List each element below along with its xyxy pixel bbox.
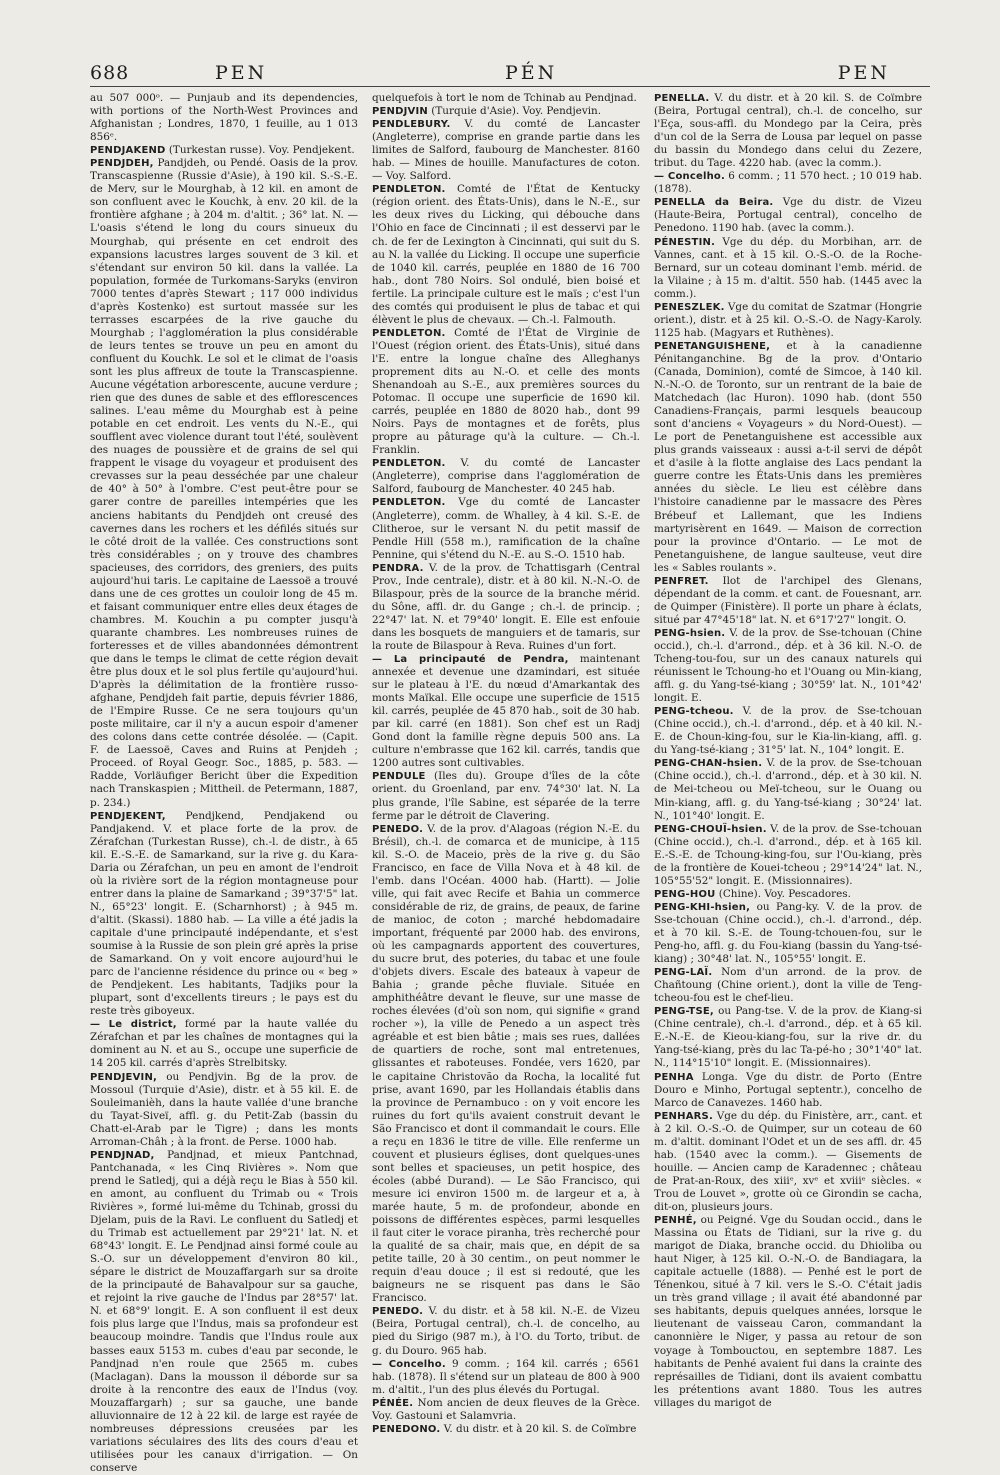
page-header [90,62,930,92]
dictionary-entry [654,575,922,627]
entry-headword: PENG-CHAN-hsien. [654,758,763,770]
dictionary-entry [90,92,358,144]
dictionary-entry [654,1214,922,1410]
dictionary-entry [654,340,922,575]
entry-headword: PENDLETON. [372,458,446,470]
entry-text: V. de la prov. de Sse-tchouan (Chine occid.), ch.-l. d'arrond., dép. et à 30 kil. N. de Mei-tcheou ou Meï-tcheou, sur le Ouang ou Min-kiang, affl. g. du Yang-tsé-kiang ; 30°24' lat. N., 101°40' longit. E. [654,757,922,822]
header-rule [90,86,930,87]
column-2 [372,92,640,1435]
entry-text: (Iles du). Groupe d'îles de la côte orient. du Groenland, par env. 74°30' lat. N. La plus grande, l'île Sabine, est séparée de la terre ferme par le détroit de Clavering. [372,770,640,822]
entry-headword: PENFRET. [654,575,709,587]
dictionary-entry [372,327,640,457]
entry-headword: PENDJDEH, [90,158,154,170]
entry-headword: PENHÉ, [654,1215,697,1227]
entry-text: Vge du distr. de Vizeu (Haute-Beira, Portugal central), concelho de Penedono. 1190 hab. (avec la comm.). [654,196,922,235]
entry-text: Nom ancien de deux fleuves de la Grèce. Voy. Gastouni et Salamvria. [372,1396,640,1422]
entry-text: V. de la prov. de Sse-tchouan (Chine occid.), ch.-l. d'arrond., dép. et à 165 kil. E.-S.-E. de Tchoung-king-fou, sur l'Ou-kiang, près de la frontière de Kouei-tcheou ; 29°14'24" lat. N., 105°55'52" longit. E. (Missionnaires). [654,822,922,887]
entry-headword: PÉNÉE. [372,1397,414,1409]
entry-text: 6 comm. ; 11 570 hect. ; 10 019 hab. (1878). [654,170,922,196]
entry-headword: PENEDO. [372,1306,424,1318]
entry-text: 9 comm. ; 164 kil. carrés ; 6561 hab. (1878). Il s'étend sur un plateau de 800 à 900 m. d'altit., l'un des plus élevés du Portugal. [372,1357,640,1396]
entry-headword: PENG-hsien. [654,627,726,639]
dictionary-entry [90,144,358,157]
dictionary-entry [654,92,922,170]
entry-text: Pendjkend, Pendjakend ou Pandjakend. V. et place forte de la prov. de Zérafchan (Turkestan Russe), ch.-l. de distr., à 65 kil. E.-S.-E. de Samarkand, sur la rive g. du Kara-Daria ou Zérafchan, un peu en amont de l'endroit où la rivière sort de la région montagneuse pour entrer dans la plaine de Samarkand ; 39°37'5" lat. N., 65°23' longit. E. (Scharnhorst) ; à 945 m. d'altit. (Skassi). 1880 hab. — La ville a été jadis la capitale d'une principauté indépendante, et s'est soumise à la Russie de son plein gré après la prise de Samarkand. On y voit encore aujourd'hui le parc de l'ancienne résidence du prince ou « beg » de Pendjekent. Les habitants, Tadjiks pour la plupart, sont d'excellents tireurs ; le pays est du reste très giboyeux. [90,809,358,1018]
dictionary-entry [372,562,640,653]
dictionary-entry [654,901,922,966]
entry-headword: PENEDONO. [372,1423,441,1435]
page-number: 688 [90,62,130,84]
entry-headword: PENDJEKENT, [90,810,166,822]
entry-text: V. du comté de Lancaster (Angleterre), comprise en grande partie dans les limites de Salford, faubourg de Manchester. 8160 hab. — Mines de houille. Manufactures de coton. — Voy. Salford. [372,118,640,183]
dictionary-entry [654,196,922,235]
entry-headword: PENDLEBURY. [372,119,451,131]
dictionary-entry [654,1005,922,1070]
entry-headword: PENELLA da Beira. [654,197,774,209]
dictionary-entry [372,1305,640,1357]
dictionary-entry [654,1110,922,1214]
entry-text: Pandjdeh, ou Pendé. Oasis de la prov. Transcaspienne (Russie d'Asie), à 190 kil. S.-S.-E. de Merv, sur le Mourghab, à 12 kil. en amont de son confluent avec le Kouchk, à env. 20 kil. de la frontière afghane ; à 204 m. d'altit. ; 36° lat. N. — L'oasis s'étend le long du cours sinueux du Mourghab, qui présente en cet endroit des expansions lacustres larges souvent de 3 kil. et s'étendant sur environ 50 kil. dans la vallée. La population, formée de Turkomans-Saryks (environ 7000 tentes d'après Stewart ; 117 000 individus d'après Kostenko) est surtout massée sur les terrasses escarpées de la rive gauche du Mourghab ; l'agglomération la plus considérable de leurs tentes se trouve un peu en amont du confluent du Kouchk. Le sol et le climat de l'oasis sont les plus affreux de toute la Transcaspienne. Aucune végétation arborescente, aucune verdure ; rien que des dunes de sable et des efflorescences salines. L'eau même du Mourghab est à peine potable en cet endroit. Les vents du N.-E., qui soufflent avec violence durant tout l'été, soulèvent des nuages de poussière et de grains de sel qui frappent le visage du voyageur et produisent des crevasses sur la peau desséchée par une chaleur de 40° à 50° à l'ombre. C'est peut-être pour se garer contre de pareilles intempéries que les anciens habitants du Pendjdeh ont creusé des cavernes dans les rochers et les défilés situés sur le côté droit de la vallée. Ces constructions sont très considérables ; on y trouve des chambres spacieuses, des corridors, des greniers, des puits aujourd'hui taris. Le capitaine de Laessoë a trouvé dans une de ces grottes un couloir long de 45 m. et faisant communiquer entre elles deux étages de chambres. M. Kouchin a pu compter jusqu'à quarante chambres. Les nombreuses ruines de forteresses et de villes abandonnées démontrent que dans le temps le climat de cette région devait être plus doux et le sol plus fertile qu'aujourd'hui. D'après la délimitation de la frontière russo-afghane, Pendjdeh fait partie, depuis février 1886, de l'Empire Russe. Ce ne sera toujours qu'un poste militaire, car il n'y a aucun espoir d'amener des colons dans cette contrée désolée. — (Capit. F. de Laessoë, Caves and Ruins at Penjdeh ; Proceed. of Royal Geogr. Soc., 1885, p. 583. — Radde, Vorläufiger Bericht über die Expedition nach Transkaspien ; Mittheil. de Petermann, 1887, p. 234.) [90,157,358,809]
entry-headword: — Concelho. [654,171,725,183]
entry-text: Longa. Vge du distr. de Porto (Entre Douro e Minho, Portugal septentr.), concelho de Marco de Canavezes. 1460 hab. [654,1070,923,1109]
entry-text: Vge du comitat de Szatmar (Hongrie orient.), distr. et à 25 kil. O.-S.-O. de Nagy-Karoly. 1125 hab. (Magyars et Ruthènes). [654,300,922,339]
dictionary-entry [654,170,922,196]
entry-headword: PENESZLEK. [654,301,725,313]
dictionary-entry [654,301,922,340]
header-center-word: PÉN [505,62,558,84]
entry-text: (Turquie d'Asie). Voy. Pendjevin. [431,105,602,118]
dictionary-entry [90,1149,358,1475]
entry-text: V. de la prov. d'Alagoas (région N.-E. du Brésil), ch.-l. de comarca et de municipe, à 115 kil. S.-O. de Maceio, près de la rive g. du São Francisco, en face de Villa Nova et à 48 kil. de l'emb. dans l'Océan. 4000 hab. (Hartt). — Jolie ville, qui fait avec Recife et Bahia un commerce considérable de riz, de grains, de peaux, de farine de manioc, de coton ; marché hebdomadaire important, fréquenté par 2000 hab. des environs, où les campagnards apportent des couvertures, du sucre brut, des poteries, du tabac et une foule d'objets divers. Escale des bateaux à vapeur de Bahia ; grande pêche fluviale. Située en amphithéâtre devant le fleuve, sur une masse de roches élevées (d'où son nom, qui signifie « grand rocher »), la ville de Penedo a un aspect très agréable et est bien bâtie ; mais ses rues, dallées de quartiers de roche, sont mal entretenues, glissantes et raboteuses. Fondée, vers 1620, par le capitaine Christovão da Rocha, la localité fut prise, avant 1690, par les Hollandais établis dans la province de Pernambuco : on y voit encore les ruines du fort qu'ils avaient construit devant le São Francisco et dont il commandait le cours. Elle a reçu en 1836 le titre de ville. Elle renferme un couvent et plusieurs églises, dont quelques-unes sont belles et spacieuses, un petit hospice, des écoles (abbé Durand). — Le São Francisco, qui mesure ici environ 1500 m. de largeur et a, à marée haute, 5 m. de profondeur, abonde en poissons de différentes espèces, parmi lesquelles il faut citer le vorace piranha, très recherché pour la qualité de sa chair, mais que, en dépit de sa petite taille, 20 à 30 centim., on peut nommer le requin d'eau douce ; il est si redouté, que les baigneurs ne se risquent pas dans le São Francisco. [372,822,640,1305]
entry-text: V. du distr. et à 20 kil. S. de Coïmbre [443,1422,637,1435]
entry-text: V. de la prov. de Sse-tchouan (Chine occid.), ch.-l. d'arrond., dép. et à 36 kil. N.-O. de Tcheng-tou-fou, sur un des canaux naturels qui réunissent le Tchoung-ho et l'Ouang ou Min-kiang, affl. g. du Yang-tsé-kiang ; 30°59' lat. N., 101°42' longit. E. [654,626,922,705]
entry-text: Vge du comté de Lancaster (Angleterre), comm. de Whalley, à 4 kil. S.-E. de Clitheroe, sur le versant N. du petit massif de Pendle Hill (558 m.), ramification de la chaîne Pennine, qui s'étend du N.-E. au S.-O. 1510 hab. [372,496,640,561]
entry-text: (Chine). Voy. Pescadores. [718,887,851,900]
entry-headword: PENG-TSE, [654,1006,714,1018]
entry-text: Ilot de l'archipel des Glenans, dépendant de la comm. et cant. de Fouesnant, arr. de Quimper (Finistère). Il porte un phare à éclats, situé par 47°45'18" lat. N. et 6°17'27" longit. O. [654,574,922,626]
entry-text: V. de la prov. de Tchattisgarh (Central Prov., Inde centrale), distr. et à 80 kil. N.-N.-O. de Bilaspour, près de la source de la branche mérid. du Sône, affl. dr. du Gange ; ch.-l. de princip. ; 22°47' lat. N. et 79°40' longit. E. Elle est enfouie dans les bosquets de manguiers et de tamaris, sur la route de Bilaspour à Reva. Ruines d'un fort. [372,561,640,652]
column-1 [90,92,358,1474]
dictionary-entry [654,888,922,901]
entry-text: Comté de l'État de Kentucky (région orient. des États-Unis), dans le N.-E., sur les deux rives du Licking, qui débouche dans l'Ohio en face de Cincinnati ; il est desservi par le ch. de fer de Lexington à Cincinnati, qui suit du S. au N. la vallée du Licking. Il occupe une superficie de 1040 kil. carrés, peuplée en 1880 de 16 700 hab., dont 780 Noirs. Sol ondulé, bien boisé et fertile. La principale culture est le maïs ; c'est l'un des comtés qui produisent le plus de tabac et qui élèvent le plus de chevaux. — Ch.-l. Falmouth. [372,183,640,326]
entry-text: et à la canadienne Pénitanganchine. Bg de la prov. d'Ontario (Canada, Dominion), comté de Simcoe, à 140 kil. N.-N.-O. de Toronto, sur un rentrant de la baie de Matchedach (lac Huron). 1090 hab. (dont 550 Canadiens-Français, parmi lesquels beaucoup sont d'anciens « Voyageurs » du Nord-Ouest). — Le port de Penetanguishene est accessible aux plus grands vaisseaux : aussi a-t-il servi de dépôt et d'asile à la flotte anglaise des Lacs pendant la guerre contre les États-Unis dans les premières années du siècle. Le lieu est célèbre dans l'histoire canadienne par le massacre des Pères Brébeuf et Lallemant, que les Indiens martyrisèrent en 1649. — Maison de correction pour la province d'Ontario. — Le mot de Penetanguishene, de langue saulteuse, veut dire les « Sables roulants ». [654,339,922,574]
entry-headword: — Le district, [90,1019,177,1031]
entry-text: quelquefois à tort le nom de Tchinab au Pendjnad. [372,92,637,104]
header-right-word: PEN [837,62,890,84]
entry-text: V. de la prov. de Sse-tchouan (Chine occid.), ch.-l. d'arrond., dép. et à 40 kil. N.-E. de Choun-king-fou, sur le Kia-lin-kiang, affl. g. du Yang-tsé-kiang ; 31°5' lat. N., 104° longit. E. [654,705,922,757]
dictionary-entry [372,653,640,770]
entry-headword: PENHA [654,1071,694,1083]
entry-headword: PENDULE [372,771,426,783]
entry-text: ou Pang-tse. V. de la prov. de Kiang-si (Chine centrale), ch.-l. d'arrond., dép. et à 65 kil. E.-N.-E. de Kieou-kiang-fou, sur la rive dr. du Yang-tsé-kiang, près du lac Ta-pé-ho ; 30°1'40" lat. N., 114°15'10" longit. E. (Missionnaires). [654,1005,922,1070]
dictionary-entry [372,823,640,1306]
entry-text: V. du distr. et à 58 kil. N.-E. de Vizeu (Beira, Portugal central), ch.-l. de concelho, au pied du Sirigo (987 m.), à l'O. du Torto, tribut. de g. du Douro. 965 hab. [372,1305,640,1357]
entry-headword: PENEDO. [372,823,424,835]
entry-headword: PENDLETON. [372,184,446,196]
entry-text: V. du distr. et à 20 kil. S. de Coïmbre (Beira, Portugal central), ch.-l. de concelho, sur l'Eça, sous-affl. du Mondego par la Ceira, près d'un col de la Serra de Lousa par lequel on passe du bassin du Mondego dans celui du Zezere, tribut. du Tage. 4220 hab. (avec la comm.). [654,92,922,170]
dictionary-entry [654,966,922,1005]
dictionary-entry [372,496,640,561]
entry-text: Nom d'un arrond. de la prov. de Chañtoung (Chine orient.), dont la ville de Teng-tcheou-fou est le chef-lieu. [654,966,922,1005]
entry-headword: PENDJNAD, [90,1149,155,1161]
dictionary-entry [372,105,640,118]
entry-text: V. du comté de Lancaster (Angleterre), comprise dans l'agglomération de Salford, faubourg de Manchester. 40 245 hab. [372,457,640,496]
entry-headword: PENG-HOU [654,888,716,900]
entry-text: Comté de l'État de Virginie de l'Ouest (région orient. des États-Unis), situé dans l'E. entre la longue chaîne des Alleghanys proprement dits au N.-O. et celle des monts Shenandoah au S.-E., aux premières sources du Potomac. Il occupe une superficie de 1690 kil. carrés, peuplée en 1880 de 8020 hab., dont 99 Noirs. Pays de montagnes et de forêts, plus propre au pâturage qu'à la culture. — Ch.-l. Franklin. [372,326,640,457]
entry-headword: PENDLETON. [372,497,446,509]
entry-headword: PENDJAKEND [90,145,166,157]
dictionary-entry [654,705,922,757]
dictionary-entry [372,770,640,822]
dictionary-entry [372,183,640,327]
entry-headword: PENG-tcheou. [654,706,734,718]
dictionary-entry [90,157,358,809]
entry-text: maintenant annexée et devenue une dzamindari, est située sur le plateau à l'E. du nœud d'Amarkantak des monts Maïkal. Elle occupe une superficie de 1515 kil. carrés, peuplée de 45 870 hab., soit de 30 hab. par kil. carré (en 1881). Son chef est un Radj Gond dont la famille règne depuis 500 ans. La culture n'embrasse que 162 kil. carrés, tandis que 1200 autres sont cultivables. [372,653,640,770]
entry-headword: PENETANGUISHENE, [654,340,771,352]
entry-text: ou Pendjvin. Bg de la prov. de Mossoul (Turquie d'Asie), distr. et à 55 kil. E. de Souleimanièh, dans la haute vallée d'une branche du Tayat-Siveï, affl. g. du Petit-Zab (bassin du Chatt-el-Arab par le Tigre) ; dans les monts Arroman-Châh ; à la front. de Perse. 1000 hab. [90,1070,358,1148]
entry-headword: — Concelho. [372,1358,446,1370]
dictionary-entry [90,1071,358,1149]
dictionary-entry [90,1018,358,1070]
entry-headword: — La principauté de Pendra, [372,654,569,666]
entry-headword: PENDRA. [372,562,424,574]
entry-text: Pandjnad, et mieux Pantchnad, Pantchanada, « les Cinq Rivières ». Nom que prend le Satledj, qui a déjà reçu le Bias à 550 kil. en amont, au confluent du Trimab ou « Trois Rivières », formé lui-même du Tchinab, grossi du Djelam, puis de la Ravi. Le confluent du Satledj et du Trimab est actuellement par 29°21' lat. N. et 68°43' longit. E. Le Pendjnad ainsi formé coule au S.-O. sur un développement d'environ 80 kil., sépare le district de Mouzaffargarh sur sa droite de la principauté de Bahavalpour sur sa gauche, et rejoint la rive gauche de l'Indus par 28°57' lat. N. et 68°9' longit. E. A son confluent il est deux fois plus large que l'Indus, mais sa profondeur est beaucoup moindre. Tandis que l'Indus roule aux basses eaux 5153 m. cubes d'eau par seconde, le Pandjnad n'en roule que 2565 m. cubes (Maclagan). Dans la mousson il déborde sur sa droite à la rencontre des eaux de l'Indus (voy. Mouzaffargarh) ; sur sa gauche, une bande alluvionnaire de 12 à 22 kil. de large est rayée de nombreuses dépressions creusées par les variations séculaires des lits des cours d'eau et utilisées pour les canaux d'irrigation. — On conserve [90,1148,358,1474]
dictionary-entry [654,757,922,822]
dictionary-entry [654,823,922,888]
entry-text: au 507 000ᵒ. — Punjaub and its dependencies, with portions of the North-West Provinces and Afghanistan ; Londres, 1870, 1 feuille, au 1 013 856ᵉ. [90,92,358,144]
dictionary-entry [372,118,640,183]
column-3 [654,92,923,1409]
entry-text: Vge du dép. du Finistère, arr., cant. et à 2 kil. O.-S.-O. de Quimper, sur un coteau de 60 m. d'altit. dominant l'Odet et un de ses affl. dr. 45 hab. (1540 avec la comm.). — Gisements de houille. — Ancien camp de Karadennec ; château de Prat-an-Roux, des xiiiᵉ, xvᵉ et xviiiᵉ siècles. « Trou de Louvet », grotte où ce Girondin se cacha, dit-on, plusieurs jours. [654,1109,922,1213]
entry-text: (Turkestan russe). Voy. Pendjekent. [168,144,355,157]
entry-headword: PENG-LAÏ. [654,967,713,979]
dictionary-entry [372,92,640,105]
dictionary-entry [372,1397,640,1423]
entry-headword: PENDJVIN [372,106,428,118]
entry-headword: PENDLETON. [372,327,446,339]
entry-headword: PENHARS. [654,1110,713,1122]
dictionary-entry [654,627,922,705]
entry-text: Vge du dép. du Morbihan, arr. de Vannes, cant. et à 15 kil. O.-S.-O. de la Roche-Bernard, sur un coteau dominant l'emb. mérid. de la Vilaine ; à 15 m. d'altit. 550 hab. (1445 avec la comm.). [654,235,922,300]
dictionary-entry [654,1071,922,1110]
entry-headword: PENG-KHI-hsien, [654,901,751,913]
dictionary-entry [90,810,358,1019]
entry-text: ou Pang-ky. V. de la prov. de Sse-tchouan (Chine occid.), ch.-l. d'arrond., dép. et à 70 kil. S.-E. de Toung-tchouen-fou, sur le Peng-ho, affl. g. du Fou-kiang (bassin du Yang-tsé-kiang) ; 30°48' lat. N., 105°55' longit. E. [654,900,922,966]
entry-headword: PENG-CHOUÏ-hsien. [654,823,767,835]
entry-headword: PENELLA. [654,93,710,104]
entry-text: formé par la haute vallée du Zérafchan et par les chaînes de montagnes qui la dominent au N. et au S., occupe une superficie de 14 205 kil. carrés d'après Strelbitsky. [90,1018,358,1070]
entry-headword: PÉNESTIN. [654,236,716,248]
dictionary-entry [372,457,640,496]
dictionary-entry [372,1358,640,1397]
dictionary-entry [372,1423,640,1436]
header-left-word: PEN [215,62,268,84]
dictionary-entry [654,236,922,301]
entry-text: ou Peigné. Vge du Soudan occid., dans le Massina ou États de Tidiani, sur la rive g. du marigot de Diaka, branche occid. du Dhioliba ou haut Niger, à 125 kil. O.-N.-O. de Bandiagara, la capitale actuelle (1888). — Penhé est le port de Ténenkou, situé à 7 kil. vers le S.-O. C'était jadis un très grand village ; il avait été abandonné par ses habitants, depuis quelques années, lorsque le lieutenant de vaisseau Caron, commandant la canonnière le Niger, y passa au retour de son voyage à Tombouctou, en septembre 1887. Les habitants de Penhé avaient fui dans la crainte des représailles de Tidiani, dont ils avaient combattu les prétentions avant 1880. Tous les autres villages du marigot de [654,1214,922,1409]
entry-headword: PENDJEVIN, [90,1071,158,1083]
